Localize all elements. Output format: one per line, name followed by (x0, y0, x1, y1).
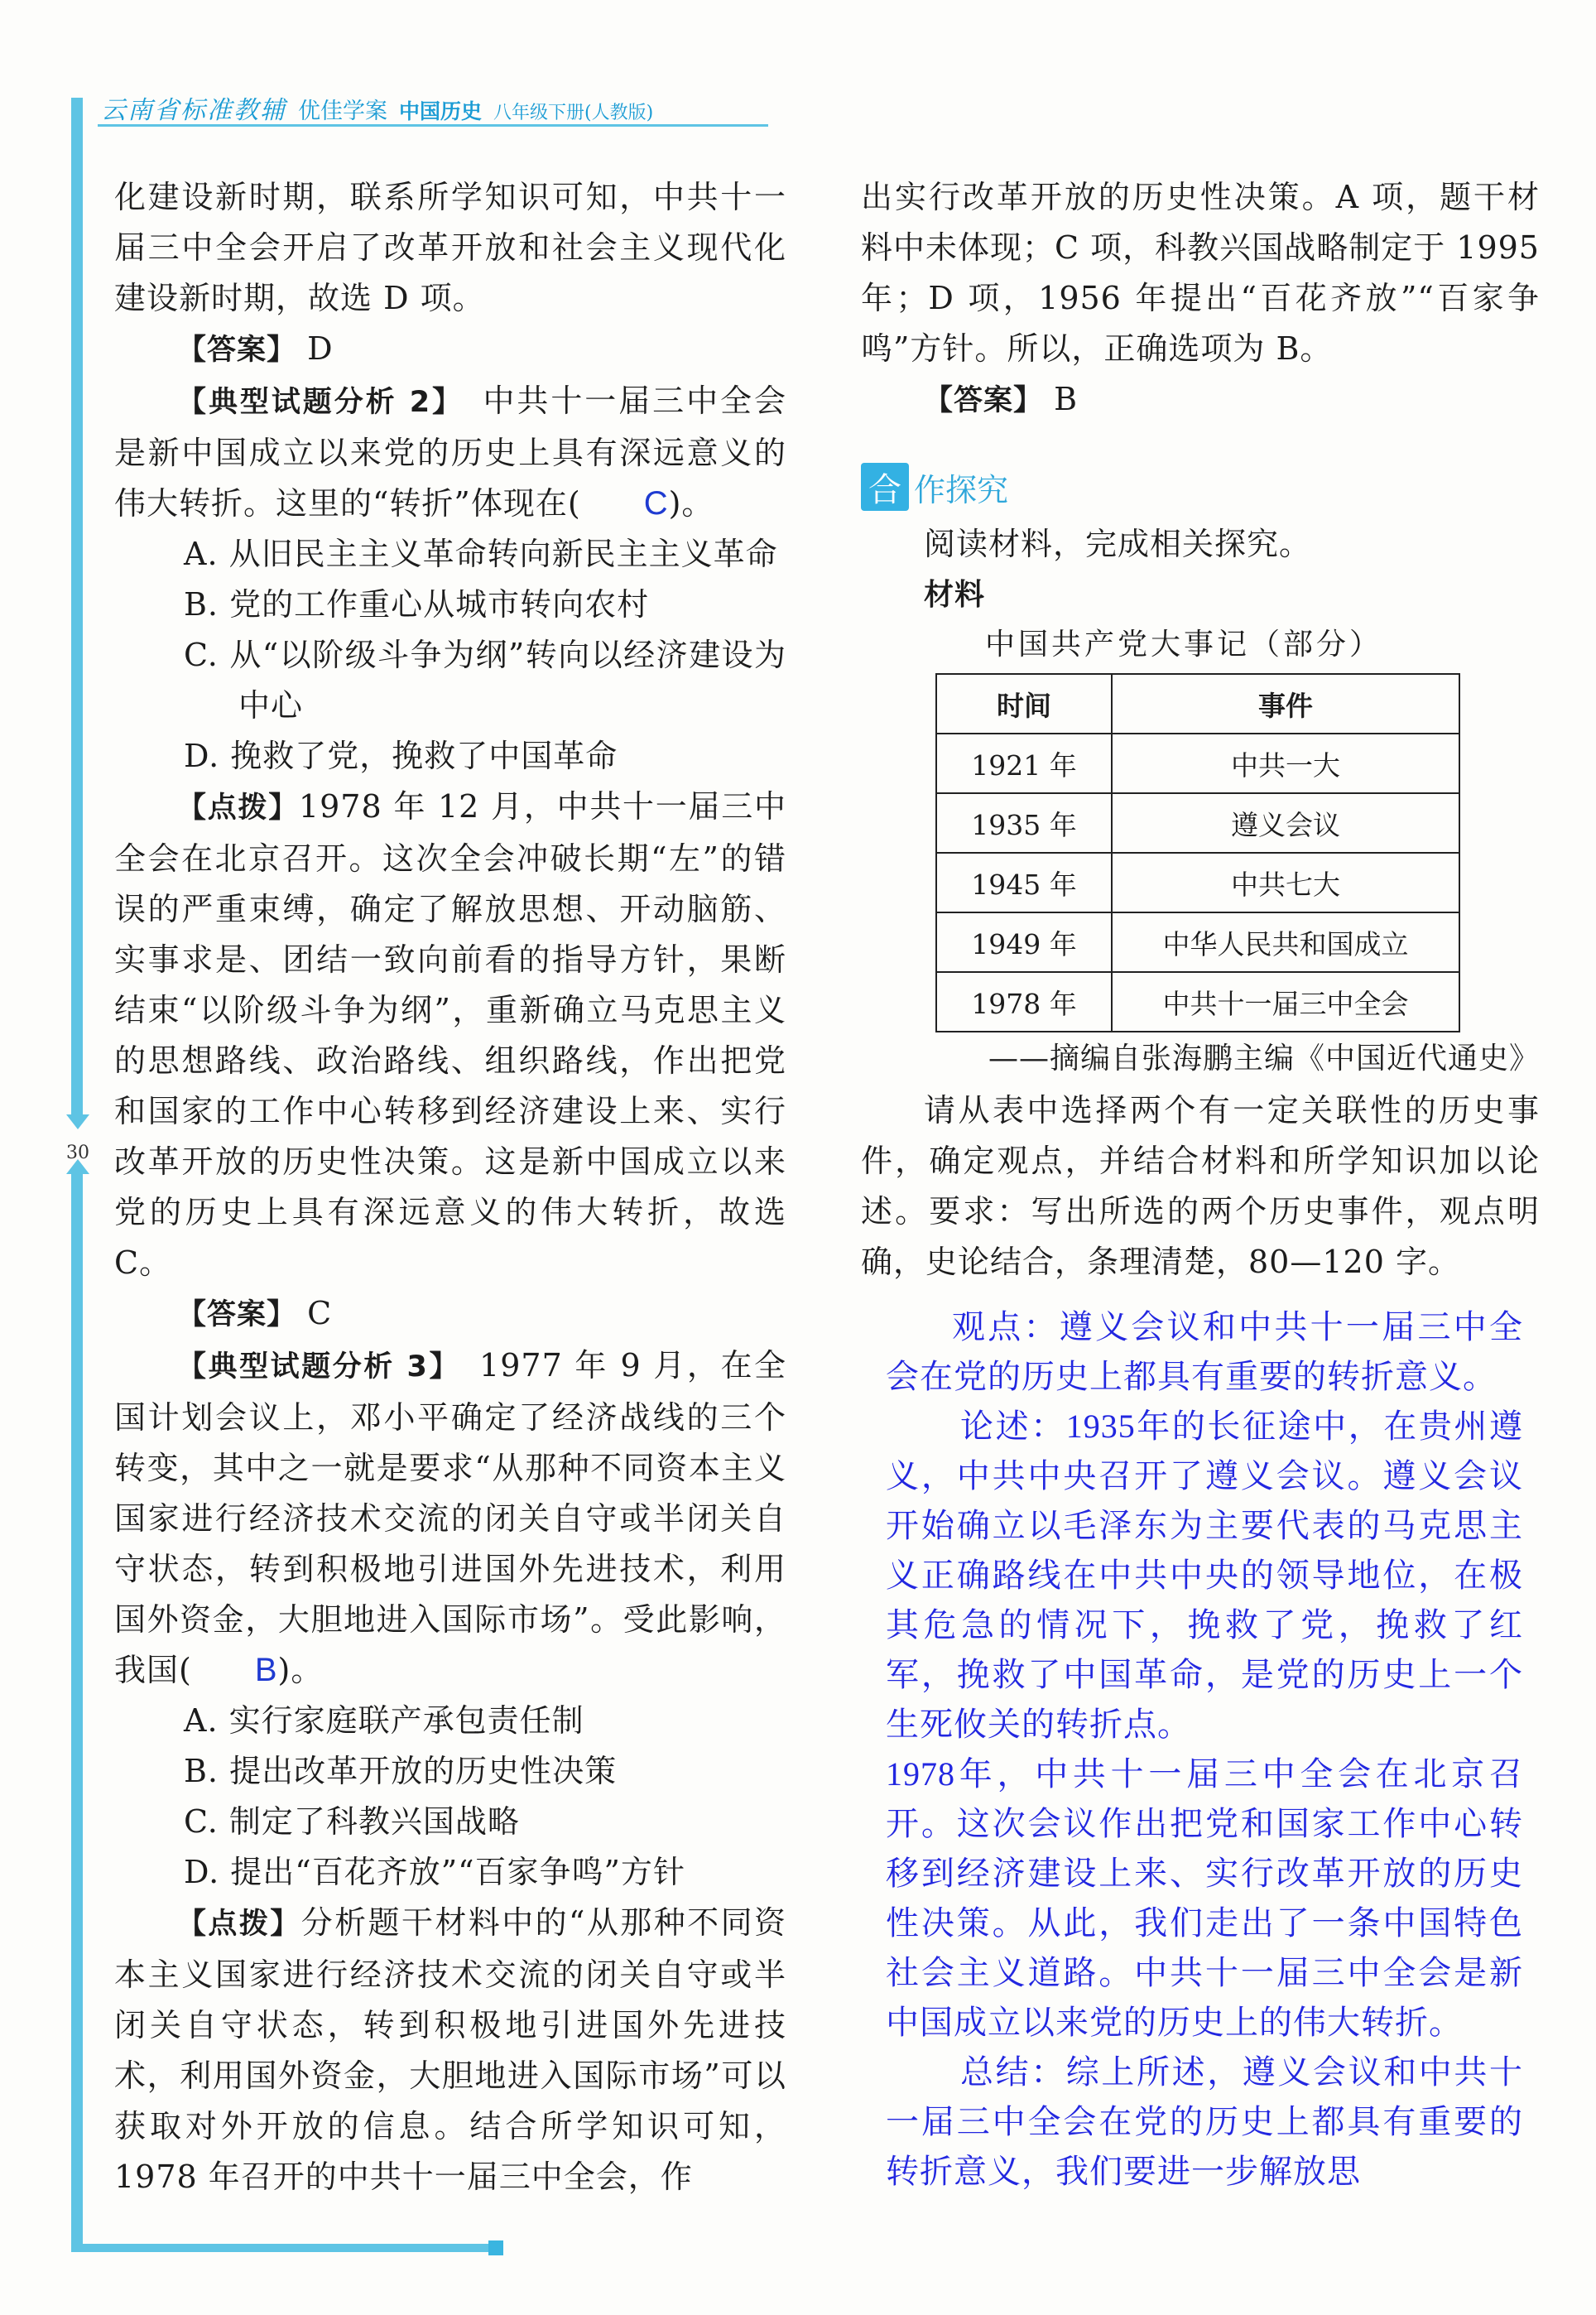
header-grade: 八年级下册(人教版) (493, 103, 654, 123)
right-column (861, 172, 1540, 2197)
header-brand: 云南省标准教辅 (101, 96, 286, 125)
material-label: 材料 (924, 578, 986, 612)
option: D. 挽救了党，挽救了中国革命 (184, 738, 618, 774)
table-row: 1978 年 中共十一届三中全会 (936, 972, 1459, 1032)
material-title: 中国共产党大事记（部分） (984, 628, 1382, 662)
handwritten-answer: B (254, 1652, 278, 1688)
frame-corner-square (488, 2240, 503, 2255)
events-table (935, 673, 1460, 1032)
section-icon: 合 (861, 463, 909, 511)
answer-argument-2: 1978年，中共十一届三中全会在北京召开。这次会议作出把党和国家工作中心转移到经济建设上来、实行改革开放的历史性决策。从此，我们走出了一条中国特色社会主义道路。中共十一届三中全会是新中国成立以来党的历史上的伟大转折。 (886, 1755, 1523, 2041)
header-subject: 中国历史 (399, 99, 483, 123)
question-label: 【典型试题分析 2】 (177, 386, 449, 419)
table-row: 1945 年 中共七大 (936, 853, 1459, 912)
question-label: 【典型试题分析 3】 (177, 1350, 446, 1384)
paragraph: 出实行改革开放的历史性决策。A 项，题干材料中未体现；C 项，科教兴国战略制定于 1995 年；D 项，1956 年提出“百花齐放”“百家争鸣”方针。所以，正确选项为 B。 (861, 179, 1540, 367)
task-text: 请从表中选择两个有一定关联性的历史事件，确定观点，并结合材料和所学知识加以论述。要求：写出所选的两个历史事件，观点明确，史论结合，条理清楚，80—120 字。 (861, 1092, 1540, 1280)
page-header (101, 89, 653, 123)
page-frame-bar (71, 1174, 83, 2250)
answer-line: 【答案】 C (177, 1295, 333, 1331)
section-heading (861, 463, 1540, 511)
page-frame-bar (71, 98, 83, 1116)
material-source: ——摘编自张海鹏主编《中国近代通史》 (988, 1042, 1540, 1076)
option: B. 提出改革开放的历史性决策 (184, 1753, 618, 1789)
frame-arrow (66, 1114, 89, 1129)
page-frame-bottom (71, 2244, 493, 2252)
option: A. 实行家庭联产承包责任制 (184, 1702, 584, 1739)
option: B. 党的工作重心从城市转向农村 (184, 586, 650, 623)
option: D. 提出“百花齐放”“百家争鸣”方针 (184, 1854, 685, 1890)
answer-viewpoint: 观点：遵义会议和中共十一届三中全会在党的历史上都具有重要的转折意义。 (886, 1308, 1523, 1395)
option: A. 从旧民主主义革命转向新民主主义革命 (184, 536, 778, 572)
answer-summary: 总结：综上所述，遵义会议和中共十一届三中全会在党的历史上都具有重要的转折意义，我们要进一步解放思 (886, 2053, 1523, 2190)
section-title: 作探究 (914, 471, 1009, 508)
table-row: 1949 年 中华人民共和国成立 (936, 912, 1459, 972)
tip-paragraph: 【点拨】分析题干材料中的“从那种不同资本主义国家进行经济技术交流的闭关自守或半闭关自守状态，转到积极地引进国外先进技术，利用国外资金，大胆地进入国际市场”可以获取对外开放的信息。结合所学知识可知，1978 年召开的中共十一届三中全会，作 (114, 1904, 786, 2195)
left-column (114, 172, 786, 2202)
table-header: 事件 (1112, 674, 1459, 734)
intro: 阅读材料，完成相关探究。 (924, 526, 1312, 562)
table-header: 时间 (936, 674, 1112, 734)
tip-paragraph: 【点拨】1978 年 12 月，中共十一届三中全会在北京召开。这次全会冲破长期“左”的错误的严重束缚，确定了解放思想、开动脑筋、实事求是、团结一致向前看的指导方针，果断结束“以阶级斗争为纲”，重新确立马克思主义的思想路线、政治路线、组织路线，作出把党和国家的工作中心转移到经济建设上来、实行改革开放的历史性决策。这是新中国成立以来党的历史上具有深远意义的伟大转折，故选 C。 (114, 788, 786, 1281)
option: C. 从“以阶级斗争为纲”转向以经济建设为中心 (184, 637, 786, 724)
handwritten-answer: C (643, 485, 669, 522)
option: C. 制定了科教兴国战略 (184, 1803, 520, 1840)
table-row: 1921 年 中共一大 (936, 734, 1459, 793)
table-row: 1935 年 遵义会议 (936, 793, 1459, 853)
answer-line: 【答案】 D (177, 330, 334, 367)
question-2: 【典型试题分析 2】 中共十一届三中全会是新中国成立以来党的历史上具有深远意义的伟大转折。这里的“转折”体现在( C)。 (114, 376, 786, 529)
header-series: 优佳学案 (298, 99, 387, 124)
paragraph: 化建设新时期，联系所学知识可知，中共十一届三中全会开启了改革开放和社会主义现代化建设新时期，故选 D 项。 (114, 179, 786, 316)
page-number: 30 (66, 1143, 89, 1163)
answer-line: 【答案】 B (924, 381, 1079, 417)
answer-argument: 论述：1935年的长征途中，在贵州遵义，中共中央召开了遵义会议。遵义会议开始确立以毛泽东为主要代表的马克思主义正确路线在中共中央的领导地位，在极其危急的情况下，挽救了党，挽救了红军，挽救了中国革命，是党的历史上一个生死攸关的转折点。 (886, 1408, 1523, 1743)
question-3: 【典型试题分析 3】 1977 年 9 月，在全国计划会议上，邓小平确定了经济战线的三个转变，其中之一就是要求“从那种不同资本主义国家进行经济技术交流的闭关自守或半闭关自守状态，转到积极地引进国外先进技术，利用国外资金，大胆地进入国际市场”。受此影响，我国( B)。 (114, 1340, 786, 1696)
handwritten-answer-block (861, 1302, 1523, 2197)
